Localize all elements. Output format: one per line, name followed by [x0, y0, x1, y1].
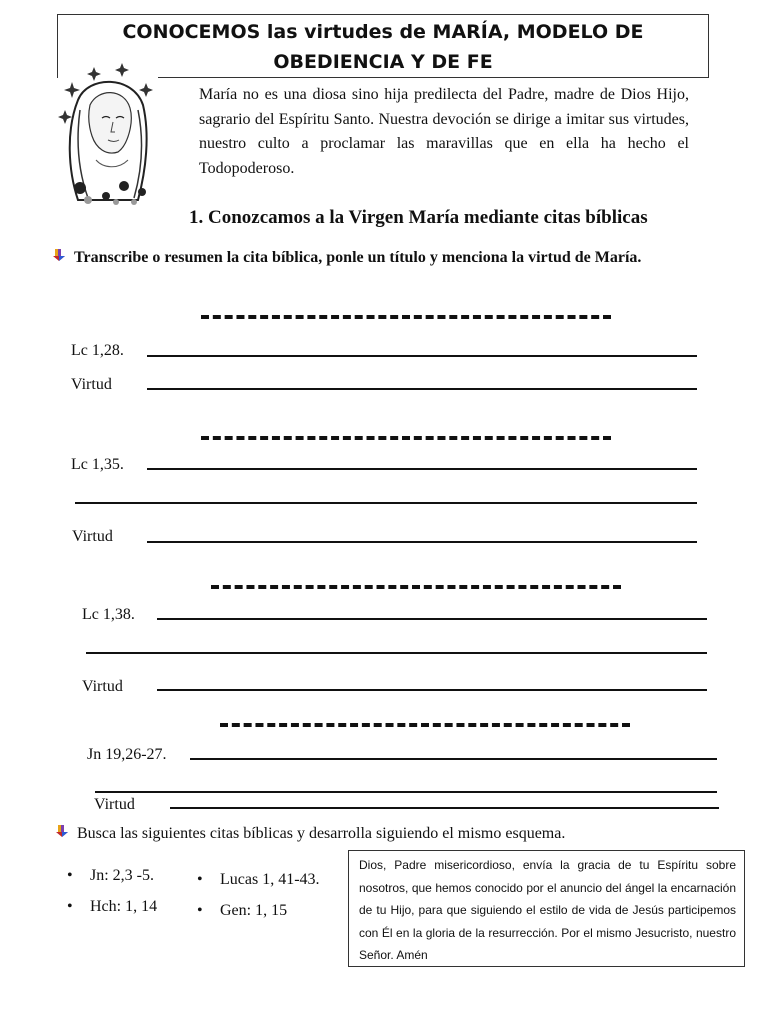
citas-list-2	[195, 870, 320, 932]
section-title: 1. Conozcamos a la Virgen María mediante citas bíblicas	[189, 207, 648, 228]
list-item: • Jn: 2,3 -5.	[65, 866, 157, 897]
answer-line[interactable]	[157, 618, 707, 620]
title-dash-line[interactable]	[201, 436, 611, 440]
answer-line[interactable]	[147, 355, 697, 357]
cita-label: Jn 19,26-27.	[87, 746, 167, 763]
list-item: • Hch: 1, 14	[65, 897, 157, 928]
virtud-line[interactable]	[170, 807, 719, 809]
virtud-label: Virtud	[82, 678, 123, 695]
title-line-2: OBEDIENCIA Y DE FE	[273, 51, 493, 73]
answer-line[interactable]	[75, 502, 697, 504]
title-dash-line[interactable]	[201, 315, 611, 319]
answer-line[interactable]	[190, 758, 717, 760]
title-line-1: CONOCEMOS las virtudes de MARÍA, MODELO DE	[122, 21, 644, 43]
instruction-search	[55, 824, 565, 843]
answer-line[interactable]	[147, 468, 697, 470]
list-item: • Gen: 1, 15	[195, 901, 320, 932]
down-arrow-icon	[55, 824, 69, 843]
virtud-line[interactable]	[157, 689, 707, 691]
virtud-line[interactable]	[147, 388, 697, 390]
instruction-text: Transcribe o resumen la cita bíblica, ponle un título y menciona la virtud de María.	[74, 248, 642, 266]
virtud-label: Virtud	[72, 528, 113, 545]
cita-label: Lc 1,35.	[71, 456, 124, 473]
intro-paragraph: María no es una diosa sino hija predilecta del Padre, madre de Dios Hijo, sagrario del Espíritu Santo. Nuestra devoción se dirige a imitar sus virtudes, nuestro culto a proclamar las maravillas que en ella ha hecho el Todopoderoso.	[199, 86, 689, 177]
title-dash-line[interactable]	[211, 585, 621, 589]
virtud-label: Virtud	[94, 796, 135, 813]
answer-line[interactable]	[86, 652, 707, 654]
instruction-text: Busca las siguientes citas bíblicas y desarrolla siguiendo el mismo esquema.	[77, 824, 566, 842]
instruction-transcribe	[52, 248, 641, 267]
citas-list-1	[65, 866, 157, 928]
virgin-mary-illustration	[58, 60, 158, 210]
list-item: • Lucas 1, 41-43.	[195, 870, 320, 901]
cita-label: Lc 1,28.	[71, 342, 124, 359]
virtud-line[interactable]	[147, 541, 697, 543]
answer-line[interactable]	[95, 791, 717, 793]
virtud-label: Virtud	[71, 376, 112, 393]
title-dash-line[interactable]	[220, 723, 630, 727]
down-arrow-icon	[52, 248, 66, 267]
prayer-box: Dios, Padre misericordioso, envía la gracia de tu Espíritu sobre nosotros, que hemos conocido por el anuncio del ángel la encarnación de tu Hijo, para que siguiendo el estilo de vida de Jesús participemos con Él en la gloria de la resurrección. Por el mismo Jesucristo, nuestro Señor. Amén	[348, 850, 745, 967]
cita-label: Lc 1,38.	[82, 606, 135, 623]
